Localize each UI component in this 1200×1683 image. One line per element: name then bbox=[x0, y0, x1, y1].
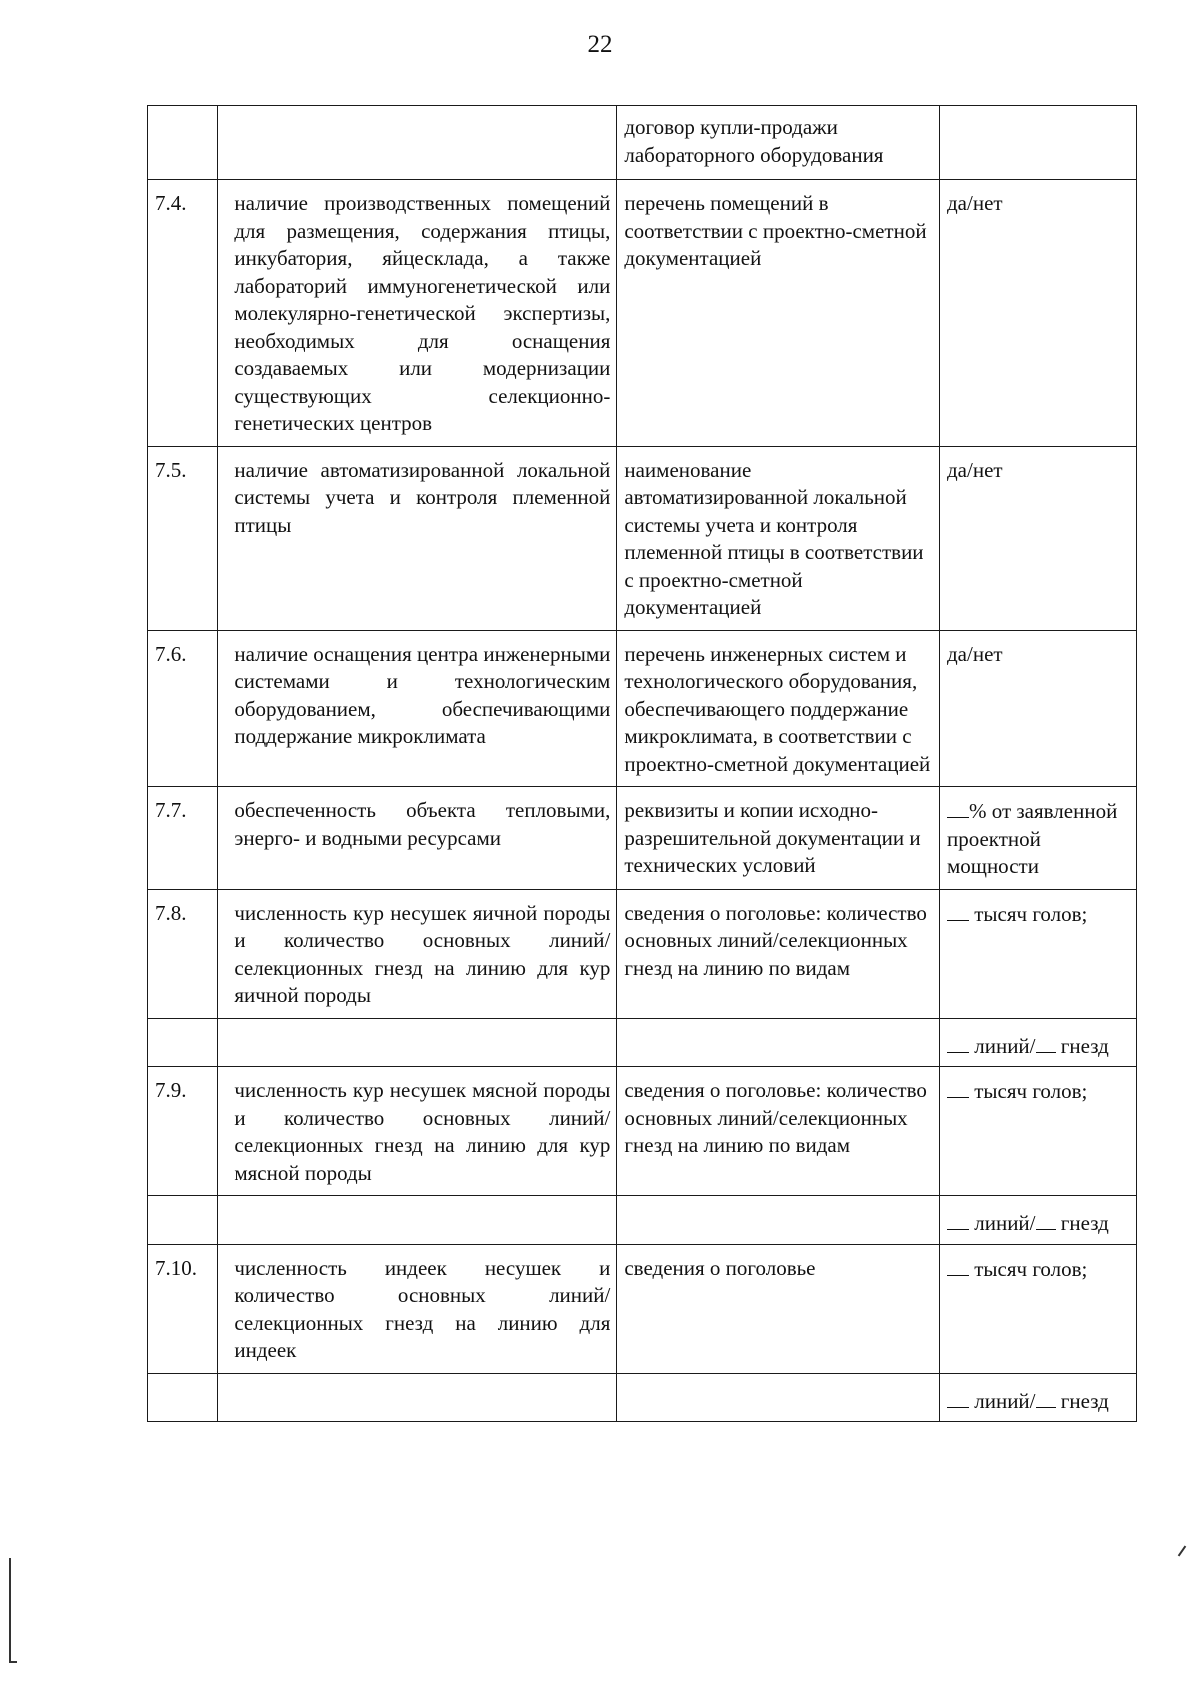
criterion-cell bbox=[218, 787, 617, 890]
blank-fill-line bbox=[947, 1077, 969, 1098]
value-cell bbox=[939, 1244, 1136, 1373]
criterion-cell bbox=[218, 1244, 617, 1373]
criterion-cell bbox=[218, 106, 617, 180]
document-cell: перечень инженерных систем и технологического оборудования, обеспечивающего поддержание микроклимата, в соответствии с проектно-сметной документацией bbox=[617, 630, 940, 787]
blank-fill-line bbox=[947, 1255, 969, 1276]
scan-margin-mark bbox=[9, 1558, 11, 1663]
nests-label: гнезд bbox=[1060, 1033, 1109, 1058]
blank-fill-line bbox=[1036, 1387, 1056, 1408]
row-number-cell bbox=[148, 106, 218, 180]
document-cell: перечень помещений в соответствии с проектно-сметной документацией bbox=[617, 180, 940, 447]
table-row bbox=[148, 1373, 1137, 1422]
criterion-text: наличие производственных помещений для размещения, содержания птицы, инкубатория, яйцесклада, а также лабораторий иммуногенетической или молекулярно-генетической экспертизы, необходимых для оснащения создаваемых или модернизации существующих селекционно-генетических центров bbox=[234, 191, 611, 435]
blank-fill-line bbox=[947, 1209, 969, 1230]
criterion-cell bbox=[218, 1373, 617, 1422]
value-cell bbox=[939, 1018, 1136, 1067]
blank-fill-line bbox=[947, 1387, 969, 1408]
value-cell bbox=[939, 1067, 1136, 1196]
table-row bbox=[148, 180, 1137, 447]
criterion-text: численность кур несушек яичной породы и количество основных линий/селекционных гнезд на линию для кур яичной породы bbox=[234, 900, 611, 1007]
row-number-cell: 7.4. bbox=[148, 180, 218, 447]
document-cell: сведения о поголовье bbox=[617, 1244, 940, 1373]
table-row bbox=[148, 1244, 1137, 1373]
nests-label: гнезд bbox=[1060, 1388, 1109, 1413]
criterion-text: численность кур несушек мясной породы и количество основных линий/селекционных гнезд на линию для кур мясной породы bbox=[234, 1078, 611, 1185]
criteria-table bbox=[147, 105, 1137, 1422]
value-cell: да/нет bbox=[939, 446, 1136, 630]
table-row bbox=[148, 106, 1137, 180]
table-row bbox=[148, 1018, 1137, 1067]
criterion-cell bbox=[218, 446, 617, 630]
criterion-cell bbox=[218, 889, 617, 1018]
row-number-cell: 7.9. bbox=[148, 1067, 218, 1196]
row-number-cell: 7.10. bbox=[148, 1244, 218, 1373]
document-cell: наименование автоматизированной локальной системы учета и контроля племенной птицы в соответствии с проектно-сметной документацией bbox=[617, 446, 940, 630]
value-cell bbox=[939, 106, 1136, 180]
criterion-cell bbox=[218, 180, 617, 447]
value-suffix: % от заявленной проектной мощности bbox=[946, 799, 1118, 878]
page-number: 22 bbox=[587, 31, 613, 58]
blank-fill-line bbox=[947, 1032, 969, 1053]
blank-fill-line bbox=[947, 797, 969, 818]
document-cell: сведения о поголовье: количество основных линий/селекционных гнезд на линию по видам bbox=[617, 889, 940, 1018]
value-suffix: тысяч голов; bbox=[974, 1079, 1088, 1103]
table-row bbox=[148, 1196, 1137, 1245]
value-cell: да/нет bbox=[939, 180, 1136, 447]
nests-label: гнезд bbox=[1060, 1211, 1109, 1235]
table-row bbox=[148, 787, 1137, 890]
criterion-text: наличие автоматизированной локальной системы учета и контроля племенной птицы bbox=[234, 457, 611, 537]
scan-margin-mark bbox=[1178, 1546, 1187, 1557]
lines-label: линий/ bbox=[974, 1388, 1036, 1413]
document-cell bbox=[617, 1018, 940, 1067]
value-cell: да/нет bbox=[939, 630, 1136, 787]
document-cell: реквизиты и копии исходно-разрешительной документации и технических условий bbox=[617, 787, 940, 890]
row-number-cell: 7.7. bbox=[148, 787, 218, 890]
criterion-cell bbox=[218, 630, 617, 787]
document-cell bbox=[617, 1196, 940, 1245]
table-row bbox=[148, 889, 1137, 1018]
row-number-cell bbox=[148, 1196, 218, 1245]
criterion-text: обеспеченность объекта тепловыми, энерго- и водными ресурсами bbox=[234, 798, 611, 850]
criterion-text: наличие оснащения центра инженерными системами и технологическим оборудованием, обеспечивающими поддержание микроклимата bbox=[234, 641, 611, 748]
table-row bbox=[148, 630, 1137, 787]
document-cell bbox=[617, 1373, 940, 1422]
row-number-cell bbox=[148, 1373, 218, 1422]
blank-fill-line bbox=[1036, 1209, 1056, 1230]
row-number-cell bbox=[148, 1018, 218, 1067]
table-row bbox=[148, 446, 1137, 630]
blank-fill-line bbox=[947, 900, 969, 921]
value-suffix: тысяч голов; bbox=[974, 901, 1088, 926]
lines-label: линий/ bbox=[974, 1211, 1036, 1235]
value-suffix: тысяч голов; bbox=[974, 1256, 1088, 1281]
document-cell: договор купли-продажи лабораторного оборудования bbox=[617, 106, 940, 180]
row-number-cell: 7.8. bbox=[148, 889, 218, 1018]
value-cell bbox=[939, 787, 1136, 890]
value-cell bbox=[939, 1196, 1136, 1245]
value-cell bbox=[939, 1373, 1136, 1422]
criterion-cell bbox=[218, 1018, 617, 1067]
blank-fill-line bbox=[1036, 1032, 1056, 1053]
value-cell bbox=[939, 889, 1136, 1018]
row-number-cell: 7.6. bbox=[148, 630, 218, 787]
table-row bbox=[148, 1067, 1137, 1196]
document-cell: сведения о поголовье: количество основных линий/селекционных гнезд на линию по видам bbox=[617, 1067, 940, 1196]
lines-label: линий/ bbox=[974, 1033, 1036, 1058]
row-number-cell: 7.5. bbox=[148, 446, 218, 630]
criterion-cell bbox=[218, 1196, 617, 1245]
criterion-text: численность индеек несушек и количество основных линий/селекционных гнезд на линию для индеек bbox=[234, 1255, 611, 1362]
criterion-cell bbox=[218, 1067, 617, 1196]
